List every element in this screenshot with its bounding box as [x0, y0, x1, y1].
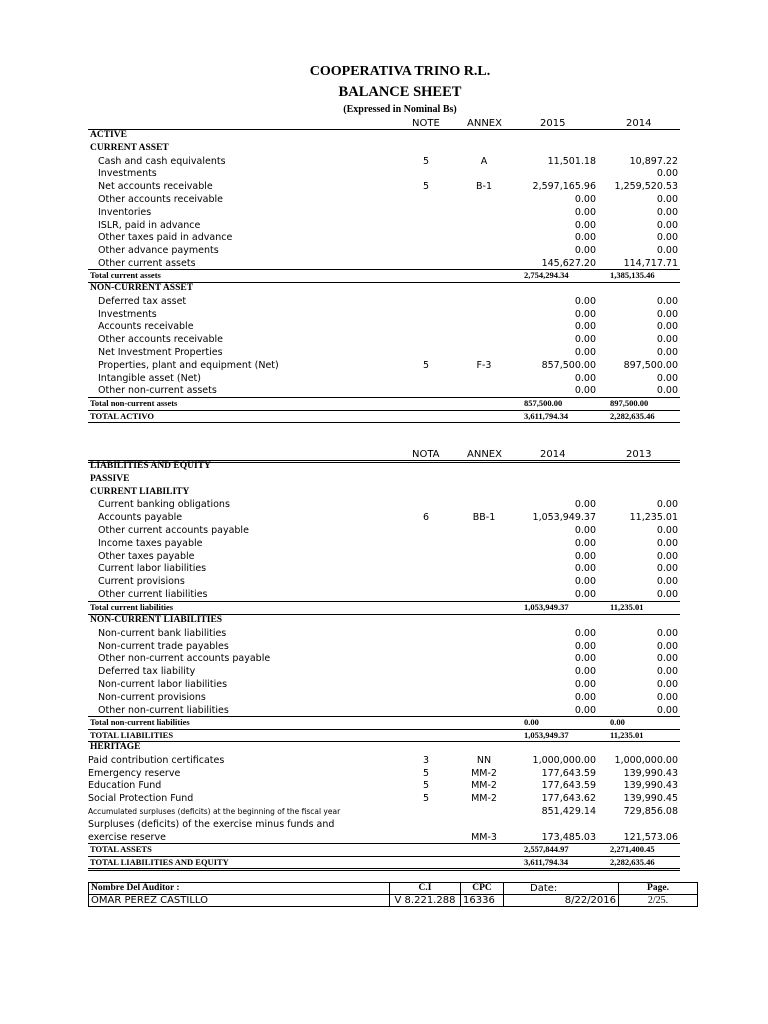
row-value-current: 1,053,949.37	[532, 512, 596, 524]
total-label: TOTAL ASSETS	[90, 844, 152, 854]
table-row	[88, 665, 680, 678]
row-label: Current banking obligations	[98, 499, 230, 511]
row-label: Other current assets	[98, 258, 196, 269]
non-current-liabilities-heading: NON-CURRENT LIABILITIES	[90, 615, 223, 625]
table-row	[88, 524, 680, 537]
row-value-current: 0.00	[574, 372, 596, 384]
total-label: Total current liabilities	[90, 602, 174, 612]
row-value-current: 145,627.20	[541, 258, 596, 269]
table-row	[88, 588, 680, 601]
row-label: ISLR, paid in advance	[98, 219, 201, 231]
row-note: 5	[422, 780, 430, 792]
table-row	[88, 346, 680, 359]
row-value-current: 0.00	[574, 666, 596, 678]
table-row	[88, 652, 680, 665]
auditor-name-header: Nombre Del Auditor :	[89, 883, 390, 895]
table-row	[88, 562, 680, 575]
auditor-header-row	[89, 883, 698, 895]
table-row	[88, 244, 680, 257]
table-row	[88, 537, 680, 550]
table-row	[88, 767, 680, 780]
total-label: TOTAL LIABILITIES	[90, 730, 174, 740]
row-value-current: 851,429.14	[541, 806, 596, 817]
table-row	[88, 754, 680, 767]
table-row	[88, 498, 680, 511]
total-value-prior: 11,235.01	[610, 602, 644, 612]
row-value-prior: 0.00	[656, 347, 678, 358]
row-label: Other current liabilities	[98, 589, 208, 600]
total-value-current: 0.00	[524, 717, 539, 727]
table-row	[88, 333, 680, 346]
auditor-name: OMAR PEREZ CASTILLO	[89, 895, 390, 907]
row-label: Accounts payable	[98, 512, 183, 524]
table-row	[88, 384, 680, 397]
row-label: Properties, plant and equipment (Net)	[98, 359, 279, 371]
section-heading	[88, 473, 680, 486]
row-label: Other non-current accounts payable	[98, 653, 271, 665]
row-value-prior: 0.00	[656, 245, 678, 257]
total-label: Total current assets	[90, 270, 161, 280]
row-label: Investments	[98, 168, 157, 180]
row-note: 5	[422, 793, 430, 805]
annex-header-2: ANNEX	[467, 449, 502, 460]
row-value-current: 0.00	[574, 704, 596, 716]
total-value-prior: 2,282,635.46	[610, 857, 655, 867]
row-value-prior: 0.00	[656, 295, 678, 307]
section-heading	[88, 460, 680, 473]
row-label: Current labor liabilities	[98, 563, 207, 575]
row-value-prior: 0.00	[656, 679, 678, 690]
row-value-prior: 0.00	[656, 704, 678, 716]
row-value-prior: 1,259,520.53	[614, 181, 678, 193]
row-label: Cash and cash equivalents	[98, 155, 226, 167]
row-value-prior: 0.00	[656, 537, 678, 549]
row-value-current: 0.00	[574, 385, 596, 397]
annex-header: ANNEX	[467, 118, 502, 129]
row-note: 6	[422, 512, 430, 524]
auditor-ci: V 8.221.288	[390, 895, 461, 907]
row-annex: A	[480, 155, 488, 167]
row-value-prior: 0.00	[656, 589, 678, 600]
row-value-prior: 0.00	[656, 308, 678, 320]
row-value-current: 0.00	[574, 334, 596, 346]
row-value-current: 177,643.59	[541, 780, 596, 792]
row-value-prior: 0.00	[656, 499, 678, 511]
row-value-prior: 0.00	[656, 206, 678, 218]
row-note: 5	[422, 155, 430, 167]
table-row	[88, 691, 680, 704]
row-value-current: 177,643.59	[541, 767, 596, 779]
row-label: Other non-current assets	[98, 385, 217, 397]
row-label: Non-current bank liabilities	[98, 627, 227, 639]
row-value-current: 0.00	[574, 321, 596, 333]
row-annex: BB-1	[472, 512, 496, 524]
table-row	[88, 320, 680, 333]
row-label: Net Investment Properties	[98, 347, 223, 358]
ci-header: C.I	[390, 883, 461, 895]
table-row	[88, 818, 680, 831]
rule-line	[88, 868, 680, 871]
row-label: Income taxes payable	[98, 537, 203, 549]
row-value-prior: 139,990.43	[623, 767, 678, 779]
row-value-prior: 1,000,000.00	[614, 754, 678, 766]
row-value-current: 0.00	[574, 232, 596, 244]
row-value-prior: 897,500.00	[623, 359, 678, 371]
passive-heading: PASSIVE	[90, 473, 130, 484]
row-annex: MM-2	[471, 780, 497, 792]
table-row	[88, 779, 680, 792]
row-label: Current provisions	[98, 576, 185, 588]
row-value-current: 857,500.00	[541, 359, 596, 371]
total-value-prior: 2,271,400.45	[610, 844, 655, 854]
row-value-current: 1,000,000.00	[532, 754, 596, 766]
row-value-prior: 139,990.45	[623, 793, 678, 805]
row-value-current: 0.00	[574, 576, 596, 588]
row-label: Accounts receivable	[98, 321, 194, 333]
row-value-prior: 0.00	[656, 321, 678, 333]
row-value-prior: 0.00	[656, 640, 678, 652]
row-annex: F-3	[476, 359, 492, 371]
row-label: Other accounts receivable	[98, 194, 224, 205]
year2-header-2: 2013	[626, 449, 652, 460]
row-value-current: 2,597,165.96	[532, 181, 596, 193]
total-label: Total non-current liabilities	[90, 717, 190, 727]
row-value-current: 0.00	[574, 194, 596, 205]
table-row	[88, 308, 680, 321]
total-row	[88, 269, 680, 282]
row-value-current: 0.00	[574, 550, 596, 562]
row-label: Accumulated surpluses (deficits) at the beginning of the fiscal year	[88, 807, 341, 816]
total-value-current: 857,500.00	[524, 398, 563, 408]
section-heading	[88, 486, 680, 499]
table-row	[88, 640, 680, 653]
row-annex: MM-2	[471, 793, 497, 805]
auditor-data-row	[89, 895, 698, 907]
row-value-prior: 114,717.71	[623, 258, 678, 269]
row-label: Other taxes payable	[98, 550, 195, 562]
row-label: Other current accounts payable	[98, 525, 249, 536]
row-value-prior: 0.00	[656, 525, 678, 536]
table-row	[88, 627, 680, 640]
row-value-prior: 0.00	[656, 168, 678, 180]
total-value-prior: 897,500.00	[610, 398, 649, 408]
auditor-table	[88, 882, 698, 907]
auditor-cpc: 16336	[461, 895, 504, 907]
table-row	[88, 575, 680, 588]
row-value-current: 0.00	[574, 245, 596, 257]
row-value-current: 0.00	[574, 679, 596, 690]
table-row	[88, 219, 680, 232]
row-value-prior: 729,856.08	[623, 806, 678, 817]
row-value-current: 0.00	[574, 525, 596, 536]
table-row	[88, 704, 680, 717]
row-value-prior: 0.00	[656, 627, 678, 639]
total-row	[88, 397, 680, 410]
row-label: Social Protection Fund	[88, 793, 194, 805]
total-value-prior: 1,385,135.46	[610, 270, 655, 280]
total-value-current: 2,754,294.34	[524, 270, 569, 280]
table-row	[88, 206, 680, 219]
year1-header: 2015	[540, 118, 566, 129]
row-value-current: 0.00	[574, 627, 596, 639]
row-label: Other advance payments	[98, 245, 219, 257]
table-row	[88, 180, 680, 193]
row-label: exercise reserve	[88, 832, 166, 843]
total-row	[88, 843, 680, 856]
table-row	[88, 231, 680, 244]
cpc-header: CPC	[461, 883, 504, 895]
table-row	[88, 511, 680, 524]
liabilities-equity-heading: LIABILITIES AND EQUITY	[90, 461, 211, 471]
row-note: 5	[422, 181, 430, 193]
section-heading	[88, 614, 680, 627]
row-label: Deferred tax liability	[98, 666, 196, 678]
audit-date: 8/22/2016	[504, 895, 619, 907]
row-label: Emergency reserve	[88, 767, 181, 779]
date-header: Date:	[504, 883, 619, 895]
row-value-prior: 0.00	[656, 385, 678, 397]
row-value-current: 0.00	[574, 691, 596, 703]
row-value-prior: 0.00	[656, 563, 678, 575]
total-value-prior: 11,235.01	[610, 730, 644, 740]
subtitle: (Expressed in Nominal Bs)	[343, 104, 457, 115]
nota-header: NOTA	[412, 449, 440, 460]
row-value-current: 0.00	[574, 219, 596, 231]
row-value-prior: 0.00	[656, 666, 678, 678]
row-label: Deferred tax asset	[98, 295, 187, 307]
company-name: COOPERATIVA TRINO R.L.	[309, 64, 491, 79]
row-value-current: 0.00	[574, 308, 596, 320]
total-value-current: 2,557,844.97	[524, 844, 569, 854]
row-label: Non-current labor liabilities	[98, 679, 228, 690]
current-asset-heading: CURRENT ASSET	[90, 142, 169, 153]
row-value-prior: 0.00	[656, 219, 678, 231]
table-row	[88, 295, 680, 308]
active-heading: ACTIVE	[90, 130, 127, 140]
section-heading	[88, 282, 680, 295]
row-value-current: 11,501.18	[547, 155, 596, 167]
year2-header: 2014	[626, 118, 652, 129]
total-label: Total non-current assets	[90, 398, 178, 408]
row-value-current: 0.00	[574, 589, 596, 600]
row-annex: NN	[476, 754, 492, 766]
row-value-current: 0.00	[574, 537, 596, 549]
total-value-current: 3,611,794.34	[524, 857, 569, 867]
row-label: Other non-current liabilities	[98, 704, 229, 716]
section-heading	[88, 129, 680, 142]
non-current-asset-heading: NON-CURRENT ASSET	[90, 283, 194, 293]
row-value-prior: 0.00	[656, 334, 678, 346]
row-value-prior: 0.00	[656, 653, 678, 665]
row-value-current: 0.00	[574, 499, 596, 511]
table-row	[88, 167, 680, 180]
note-header: NOTE	[412, 118, 440, 129]
row-value-current: 0.00	[574, 206, 596, 218]
table-row	[88, 792, 680, 805]
heritage-heading: HERITAGE	[90, 742, 141, 752]
total-row	[88, 716, 680, 729]
row-label: Surpluses (deficits) of the exercise minus funds and	[88, 819, 335, 830]
row-value-current: 0.00	[574, 295, 596, 307]
year1-header-2: 2014	[540, 449, 566, 460]
row-label: Investments	[98, 308, 157, 320]
section-heading	[88, 741, 680, 754]
row-label: Net accounts receivable	[98, 181, 213, 193]
row-label: Intangible asset (Net)	[98, 372, 201, 384]
total-value-prior: 0.00	[610, 717, 625, 727]
rule-line	[88, 422, 680, 423]
row-value-prior: 0.00	[656, 576, 678, 588]
total-value-current: 1,053,949.37	[524, 602, 569, 612]
row-value-prior: 0.00	[656, 372, 678, 384]
table-row	[88, 678, 680, 691]
row-annex: MM-3	[471, 832, 497, 843]
row-label: Non-current provisions	[98, 691, 206, 703]
row-value-current: 0.00	[574, 347, 596, 358]
table-row	[88, 372, 680, 385]
row-note: 5	[422, 359, 430, 371]
row-value-current: 0.00	[574, 640, 596, 652]
row-value-prior: 0.00	[656, 232, 678, 244]
row-label: Non-current trade payables	[98, 640, 229, 652]
row-value-prior: 10,897.22	[629, 155, 678, 167]
sheet-title: BALANCE SHEET	[338, 84, 462, 100]
row-value-prior: 11,235.01	[629, 512, 678, 524]
row-label: Inventories	[98, 206, 152, 218]
row-label: Paid contribution certificates	[88, 754, 225, 766]
row-value-current: 177,643.62	[541, 793, 596, 805]
row-value-prior: 0.00	[656, 550, 678, 562]
total-row	[88, 601, 680, 614]
row-note: 5	[422, 767, 430, 779]
row-value-current: 0.00	[574, 653, 596, 665]
row-value-current: 173,485.03	[541, 832, 596, 843]
row-value-prior: 0.00	[656, 691, 678, 703]
row-value-prior: 0.00	[656, 194, 678, 205]
total-value-prior: 2,282,635.46	[610, 411, 655, 421]
table-row	[88, 193, 680, 206]
total-label: TOTAL LIABILITIES AND EQUITY	[90, 857, 229, 867]
row-note: 3	[422, 754, 430, 766]
section-heading	[88, 142, 680, 155]
row-label: Other accounts receivable	[98, 334, 224, 346]
row-label: Education Fund	[88, 780, 162, 792]
table-row	[88, 550, 680, 563]
total-value-current: 1,053,949.37	[524, 730, 569, 740]
current-liability-heading: CURRENT LIABILITY	[90, 486, 190, 497]
total-label: TOTAL ACTIVO	[90, 411, 154, 421]
table-row	[88, 359, 680, 372]
row-value-prior: 139,990.43	[623, 780, 678, 792]
row-label: Other taxes paid in advance	[98, 232, 233, 244]
page-header: Page.	[619, 883, 698, 895]
row-value-current: 0.00	[574, 563, 596, 575]
total-value-current: 3,611,794.34	[524, 411, 569, 421]
row-annex: B-1	[476, 181, 492, 193]
row-annex: MM-2	[471, 767, 497, 779]
page-number: 2/25.	[619, 895, 698, 907]
table-row	[88, 805, 680, 818]
table-row	[88, 155, 680, 168]
row-value-prior: 121,573.06	[623, 832, 678, 843]
